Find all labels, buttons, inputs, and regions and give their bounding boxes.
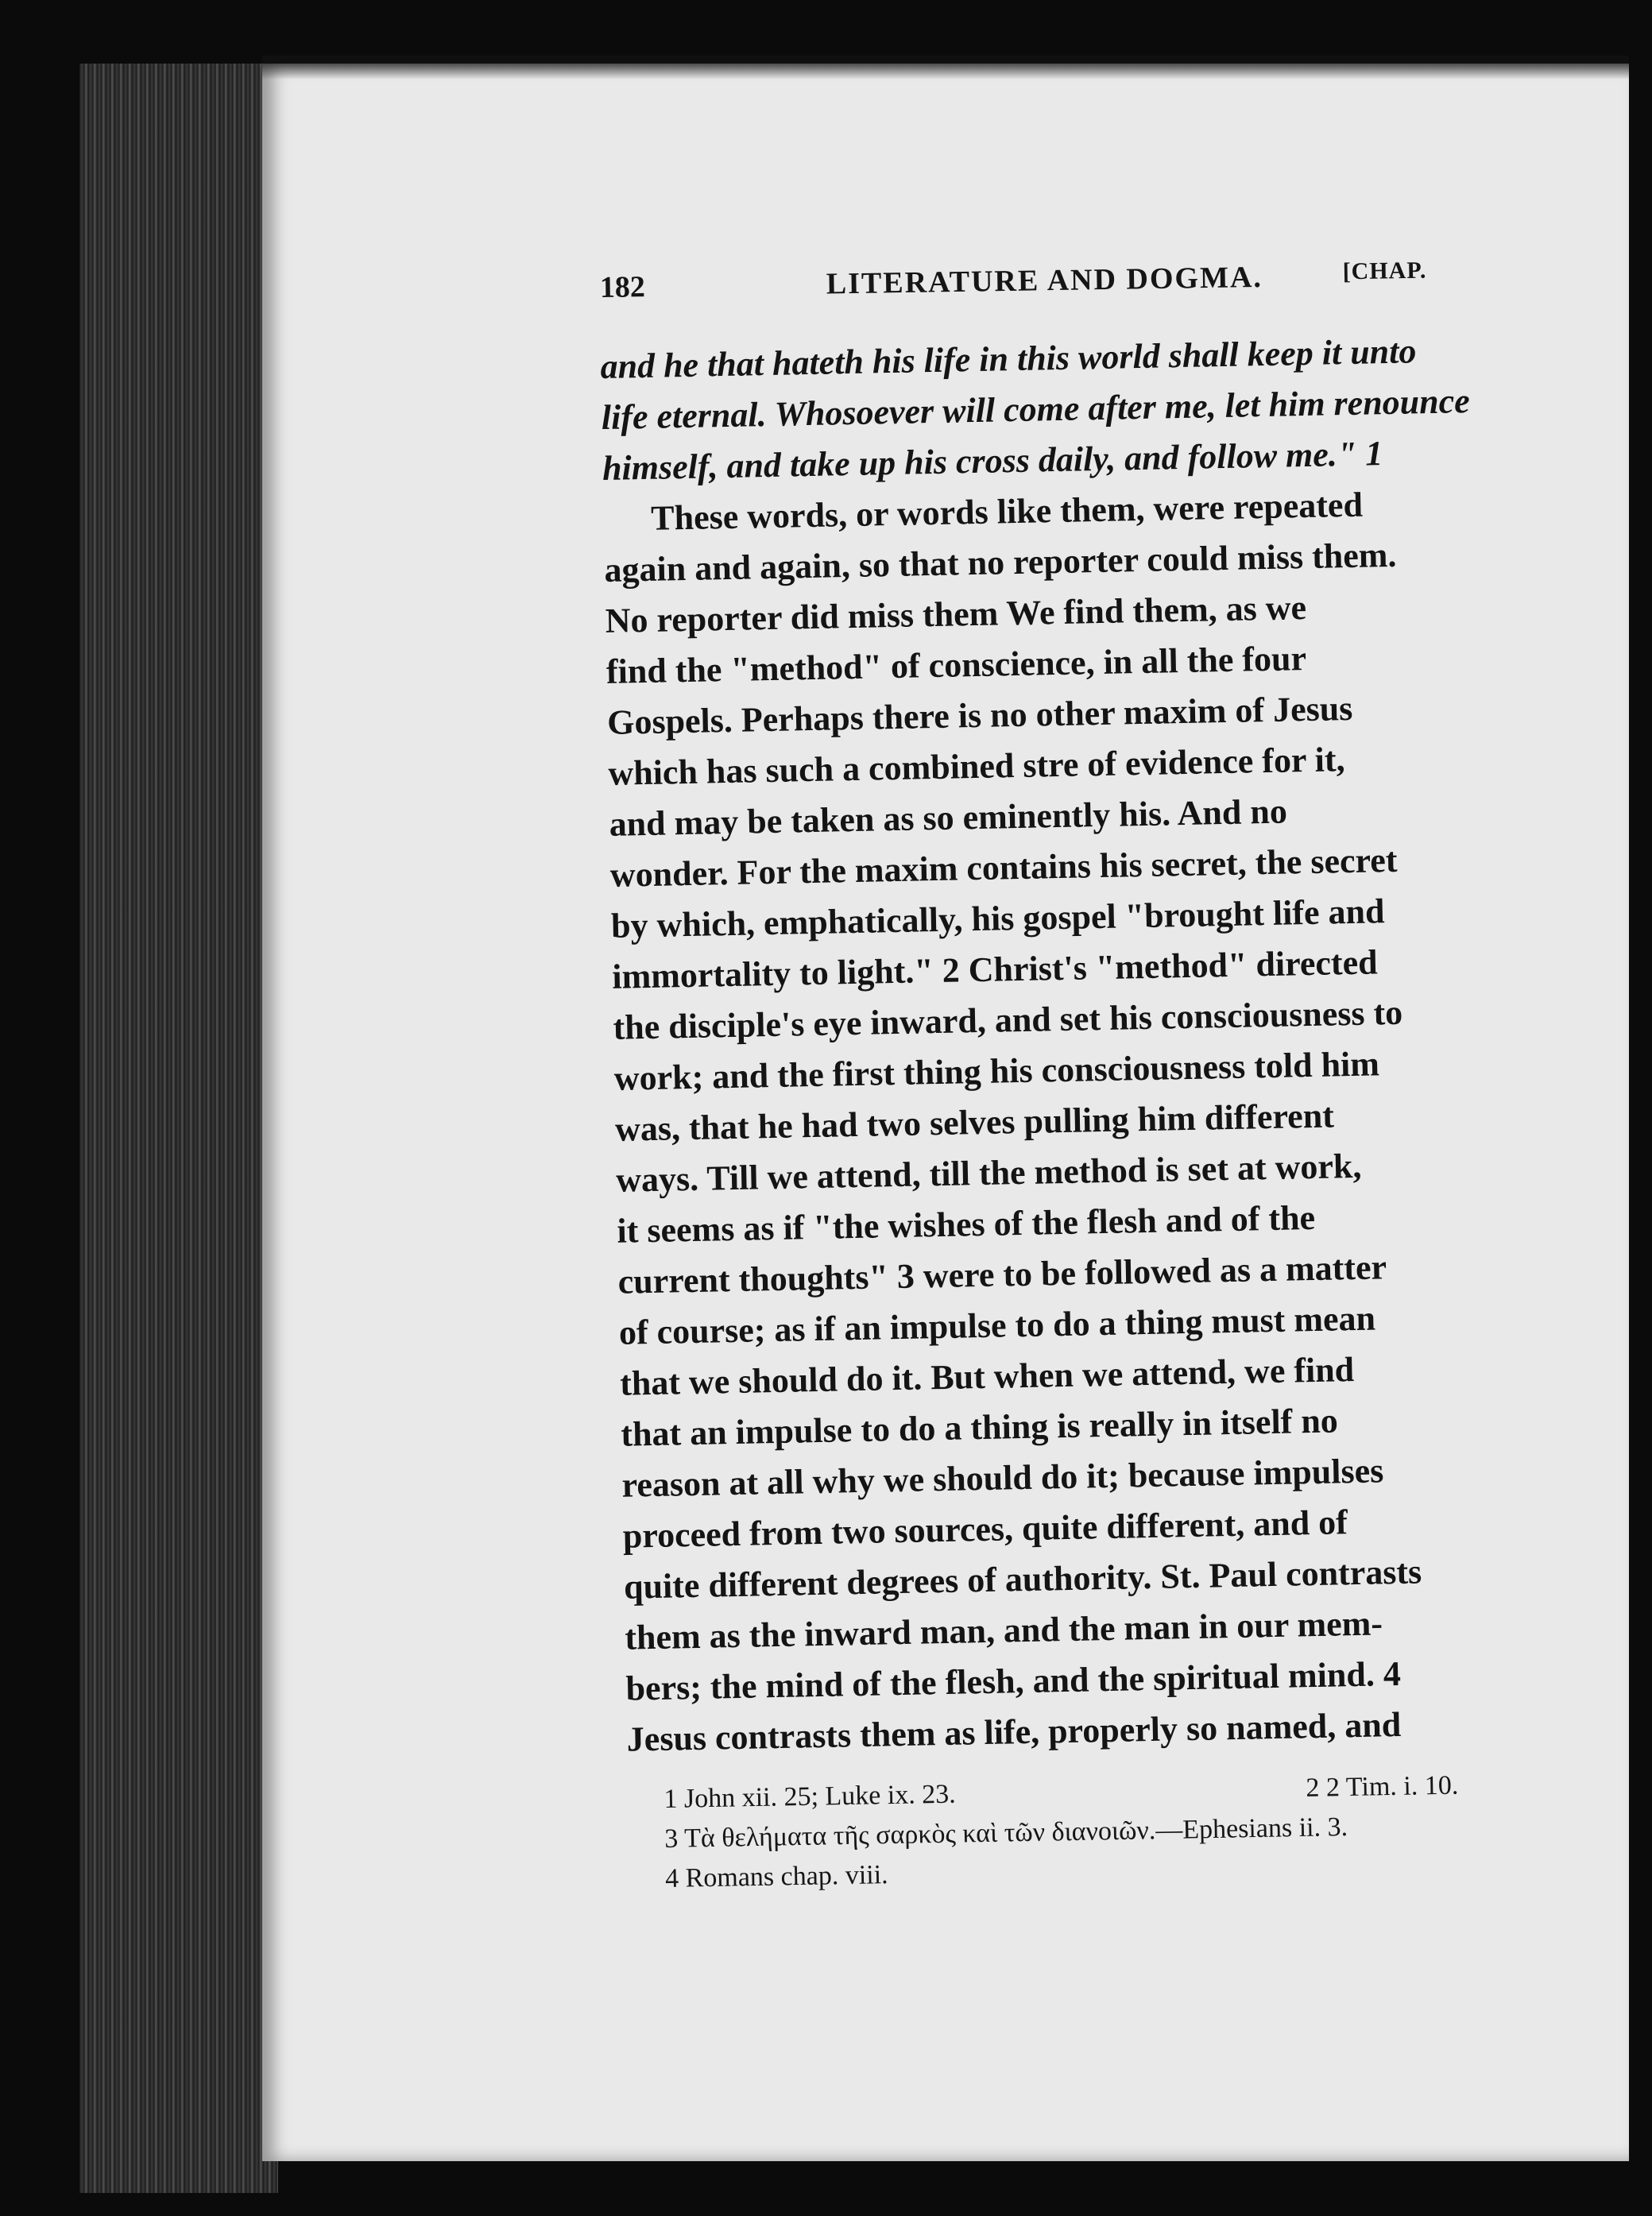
footnote-2: 2 2 Tim. i. 10.: [1306, 1770, 1459, 1803]
text-line: work; and the first thing his consciousness told him: [613, 1044, 1380, 1098]
footnote-4: 4 Romans chap. viii.: [664, 1860, 888, 1893]
text-line: immortality to light." 2 Christ's "method" directed: [611, 942, 1379, 996]
text-line: and may be taken as so eminently his. And no: [609, 791, 1288, 844]
footnote-1: 1 John xii. 25; Luke ix. 23.: [664, 1779, 957, 1814]
text-line: it seems as if "the wishes of the flesh and of the: [617, 1197, 1316, 1251]
text-line: proceed from two sources, quite different, and of: [622, 1502, 1348, 1556]
text-line: reason at all why we should do it; because impulses: [621, 1451, 1384, 1505]
book-page-edges: [79, 64, 278, 2193]
text-line: bers; the mind of the flesh, and the spiritual mind. 4: [625, 1653, 1402, 1708]
text-line: them as the inward man, and the man in our mem-: [624, 1603, 1383, 1657]
text-line: current thoughts" 3 were to be followed as a matter: [617, 1247, 1387, 1301]
text-line: which has such a combined stre of evidence for it,: [607, 740, 1345, 793]
footnote-3: 3 Τὰ θελήματα τῆς σαρκὸς καὶ τῶν διανοιῶν.—Ephesians ii. 3.: [664, 1812, 1348, 1854]
text-line: ways. Till we attend, till the method is set at work,: [615, 1146, 1362, 1200]
text-line: was, that he had two selves pulling him different: [614, 1096, 1335, 1149]
body-text: [600, 324, 1525, 1765]
text-line: himself, and take up his cross daily, and follow me." 1: [602, 434, 1383, 488]
page-top-shadow: [262, 56, 1629, 79]
text-line: by which, emphatically, his gospel "brought life and: [610, 891, 1385, 946]
text-line: that an impulse to do a thing is really in itself no: [620, 1401, 1339, 1454]
text-line: These words, or words like them, were repeated: [650, 485, 1364, 538]
text-line: find the "method" of conscience, in all the four: [605, 639, 1307, 691]
text-line: of course; as if an impulse to do a thing must mean: [618, 1298, 1376, 1352]
text-line: Gospels. Perhaps there is no other maxim of Jesus: [606, 688, 1353, 742]
text-line: again and again, so that no reporter could miss them.: [604, 535, 1397, 590]
text-line: quite different degrees of authority. St. Paul contrasts: [623, 1552, 1422, 1607]
page-number: 182: [599, 270, 646, 304]
running-title: LITERATURE AND DOGMA.: [826, 260, 1263, 301]
text-line: and he that hateth his life in this world shall keep it unto: [600, 331, 1417, 386]
text-line: Jesus contrasts them as life, properly so named, and: [626, 1704, 1402, 1759]
chapter-marker: [CHAP.: [1342, 257, 1427, 285]
text-line: life eternal. Whosoever will come after me, let him renounce: [601, 381, 1471, 437]
footnotes: [664, 1766, 1460, 1899]
text-line: wonder. For the maxim contains his secret, the secret: [609, 840, 1398, 895]
text-line: the disciple's eye inward, and set his consciousness to: [613, 992, 1403, 1047]
text-line: that we should do it. But when we attend, we find: [619, 1350, 1355, 1403]
text-line: No reporter did miss them We find them, as we: [605, 587, 1307, 640]
